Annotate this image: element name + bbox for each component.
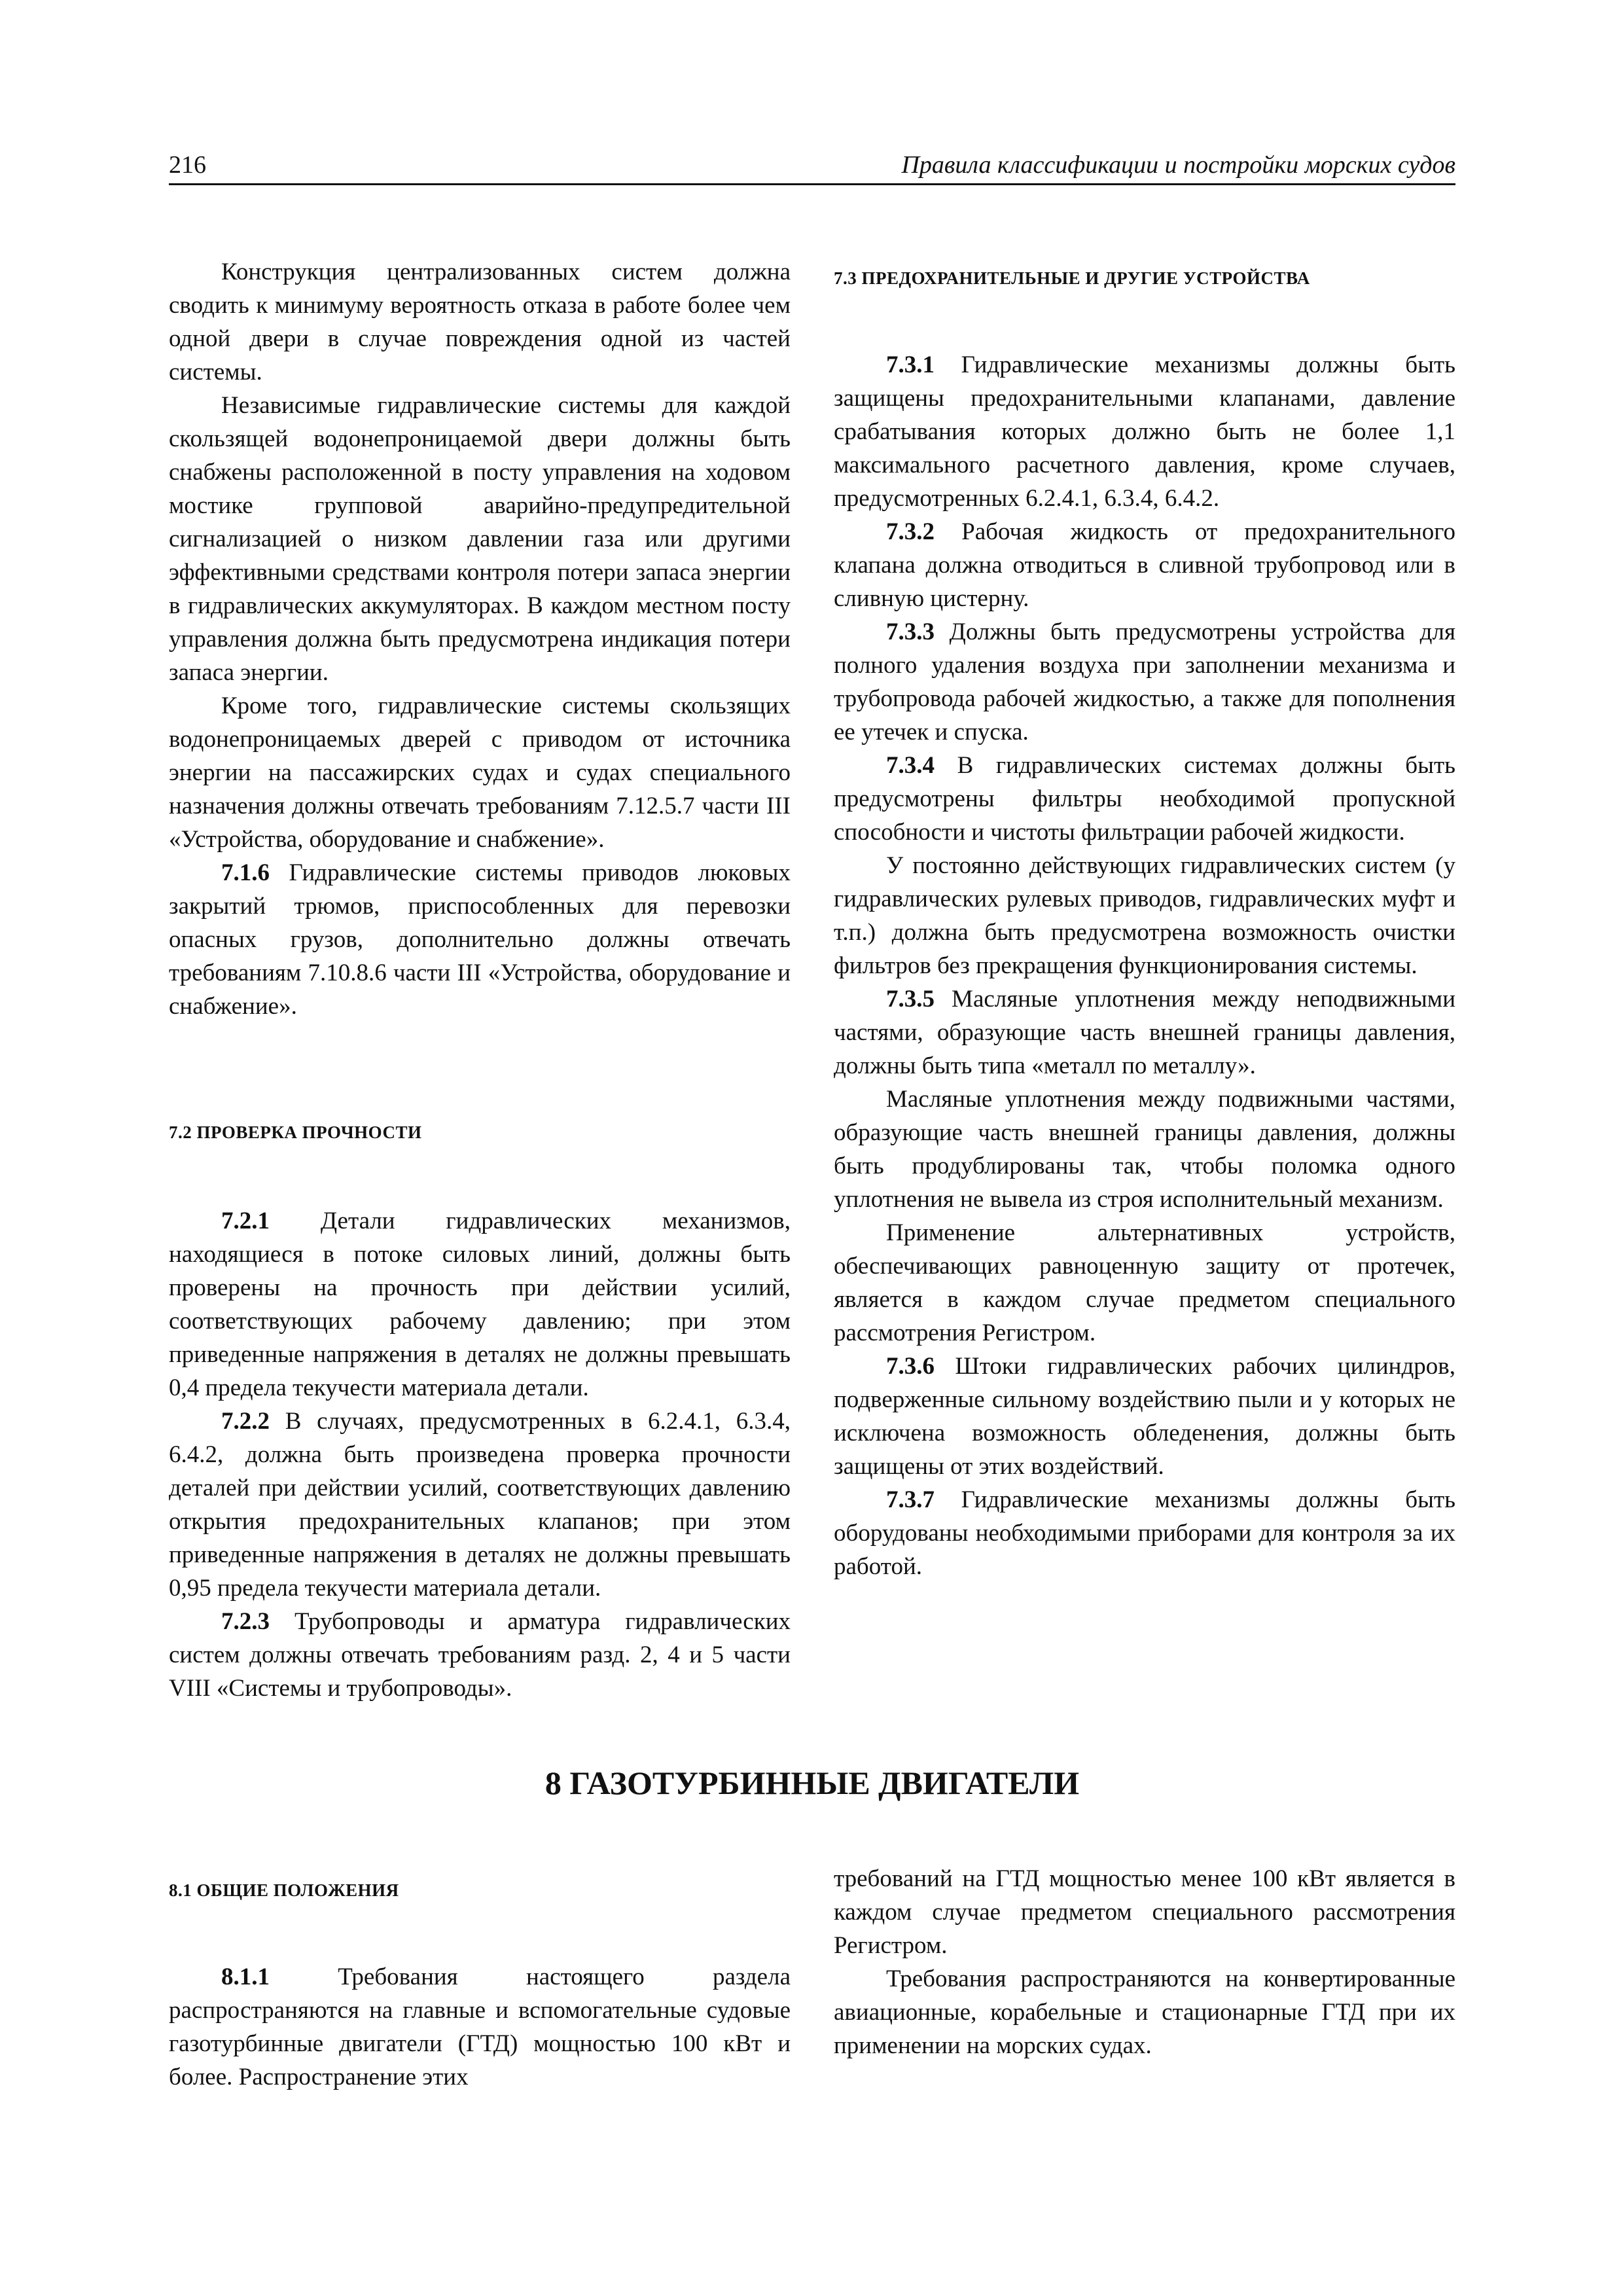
clause-text: Требования настоящего раздела распространяются на главные и вспомогательные судовые газотурбинные двигатели (ГТД) мощностью 100 кВт и более. Распространение этих — [169, 1964, 791, 2090]
clause-number: 7.3.2 — [886, 518, 935, 545]
running-title: Правила классификации и постройки морских судов — [901, 151, 1455, 179]
paragraph-continuation: требований на ГТД мощностью менее 100 кВт является в каждом случае предметом специального рассмотрения Регистром. — [834, 1865, 1455, 1959]
clause-number: 7.3.3 — [886, 619, 935, 645]
section-heading: 7.3 ПРЕДОХРАНИТЕЛЬНЫЕ И ДРУГИЕ УСТРОЙСТВА — [834, 268, 1310, 288]
clause-text: Масляные уплотнения между неподвижными частями, образующие часть внешней границы давления, должны быть типа «металл по металлу». — [834, 986, 1455, 1079]
paragraph: Масляные уплотнения между подвижными частями, образующие часть внешней границы давления, должны быть продублированы так, чтобы поломка одного уплотнения не вывела из строя исполнительный механизм. — [834, 1086, 1455, 1213]
clause-number: 7.3.5 — [886, 986, 935, 1013]
paragraph-7-3-3 — [834, 615, 1455, 749]
clause-number: 7.1.6 — [221, 859, 270, 886]
clause-text: Должны быть предусмотрены устройства для полного удаления воздуха при заполнении механизма и трубопровода рабочей жидкостью, а также для пополнения ее утечек и спуска. — [834, 619, 1455, 745]
section-heading: 8.1 ОБЩИЕ ПОЛОЖЕНИЯ — [169, 1880, 399, 1900]
page-header — [169, 143, 1455, 185]
clause-number: 7.2.1 — [221, 1208, 270, 1234]
clause-text: Рабочая жидкость от предохранительного клапана должна отводиться в сливной трубопровод или в сливную цистерну. — [834, 518, 1455, 612]
clause-text: Штоки гидравлических рабочих цилиндров, подверженные сильному воздействию пыли и у которых не исключена возможность обледенения, должны быть защищены от этих воздействий. — [834, 1353, 1455, 1480]
paragraph: У постоянно действующих гидравлических систем (у гидравлических рулевых приводов, гидравлических муфт и т.п.) должна быть предусмотрена возможность очистки фильтров без прекращения функционирования системы. — [834, 852, 1455, 979]
paragraph-7-2-3 — [169, 1605, 791, 1705]
paragraph: Требования распространяются на конвертированные авиационные, корабельные и стационарные ГТД при их применении на морских судах. — [834, 1965, 1455, 2059]
paragraph-7-3-2 — [834, 515, 1455, 615]
clause-number: 7.2.2 — [221, 1408, 270, 1435]
clause-text: Гидравлические механизмы должны быть защищены предохранительными клапанами, давление срабатывания которых должно быть не более 1,1 максимального расчетного давления, кроме случаев, предусмотренных 6.2.4.1, 6.3.4, 6.4.2. — [834, 351, 1455, 512]
chapter-title: 8 ГАЗОТУРБИННЫЕ ДВИГАТЕЛИ — [544, 1765, 1080, 1801]
clause-number: 7.2.3 — [221, 1608, 270, 1635]
page-number: 216 — [169, 151, 206, 179]
paragraph: Применение альтернативных устройств, обеспечивающих равноценную защиту от протечек, является в каждом случае предметом специального рассмотрения Регистром. — [834, 1219, 1455, 1346]
section-7-2-heading-wrap — [169, 1119, 791, 1145]
clause-text: В случаях, предусмотренных в 6.2.4.1, 6.3.4, 6.4.2, должна быть произведена проверка прочности деталей при действии усилий, соответствующих давлению открытия предохранительных клапанов; при этом приведенные напряжения в деталях не должны превышать 0,95 предела текучести материала детали. — [169, 1408, 791, 1602]
paragraph: Конструкция централизованных систем должна сводить к минимуму вероятность отказа в работе более чем одной двери в случае повреждения одной из частей системы. — [169, 259, 791, 386]
clause-number: 7.3.6 — [886, 1353, 935, 1380]
section-7-3-heading-wrap — [834, 265, 1455, 291]
paragraph-8-1-1 — [169, 1960, 791, 2094]
paragraph-7-3-1 — [834, 348, 1455, 515]
clause-number: 7.3.1 — [886, 351, 935, 378]
paragraph: Независимые гидравлические системы для каждой скользящей водонепроницаемой двери должны быть снабжены расположенной в посту управления на ходовом мостике групповой аварийно-предупредительной сигнализацией о низком давлении газа или другими эффективными средствами контроля потери запаса энергии в гидравлических аккумуляторах. В каждом местном посту управления должна быть предусмотрена индикация потери запаса энергии. — [169, 392, 791, 686]
section-heading: 7.2 ПРОВЕРКА ПРОЧНОСТИ — [169, 1122, 422, 1142]
section-8-1-heading-wrap — [169, 1877, 791, 1903]
paragraph-7-3-7 — [834, 1483, 1455, 1583]
paragraph-7-1-6 — [169, 856, 791, 1023]
clause-text: Трубопроводы и арматура гидравлических систем должны отвечать требованиям разд. 2, 4 и 5 части VIII «Системы и трубопроводы». — [169, 1608, 791, 1702]
left-column — [169, 255, 791, 1023]
clause-text: Детали гидравлических механизмов, находящиеся в потоке силовых линий, должны быть проверены на прочность при действии усилий, соответствующих рабочему давлению; при этом приведенные напряжения в деталях не должны превышать 0,4 предела текучести материала детали. — [169, 1208, 791, 1401]
clause-number: 8.1.1 — [221, 1964, 270, 1990]
left-column-7-2 — [169, 1204, 791, 1705]
paragraph-7-2-1 — [169, 1204, 791, 1405]
paragraph-7-3-6 — [834, 1350, 1455, 1483]
paragraph-7-2-2 — [169, 1405, 791, 1605]
paragraph-7-3-5 — [834, 982, 1455, 1083]
clause-text: Гидравлические механизмы должны быть оборудованы необходимыми приборами для контроля за их работой. — [834, 1486, 1455, 1580]
clause-number: 7.3.7 — [886, 1486, 935, 1513]
clause-text: В гидравлических системах должны быть предусмотрены фильтры необходимой пропускной способности и чистоты фильтрации рабочей жидкости. — [834, 752, 1455, 846]
right-column-8-1 — [834, 1862, 1455, 2062]
right-column — [834, 348, 1455, 1583]
left-column-8-1 — [169, 1960, 791, 2094]
clause-text: Гидравлические системы приводов люковых закрытий трюмов, приспособленных для перевозки опасных грузов, дополнительно должны отвечать требованиям 7.10.8.6 части III «Устройства, оборудование и снабжение». — [169, 859, 791, 1020]
paragraph-7-3-4 — [834, 749, 1455, 849]
paragraph: Кроме того, гидравлические системы скользящих водонепроницаемых дверей с приводом от источника энергии на пассажирских судах и судах специального назначения должны отвечать требованиям 7.12.5.7 части III «Устройства, оборудование и снабжение». — [169, 692, 791, 853]
clause-number: 7.3.4 — [886, 752, 935, 779]
